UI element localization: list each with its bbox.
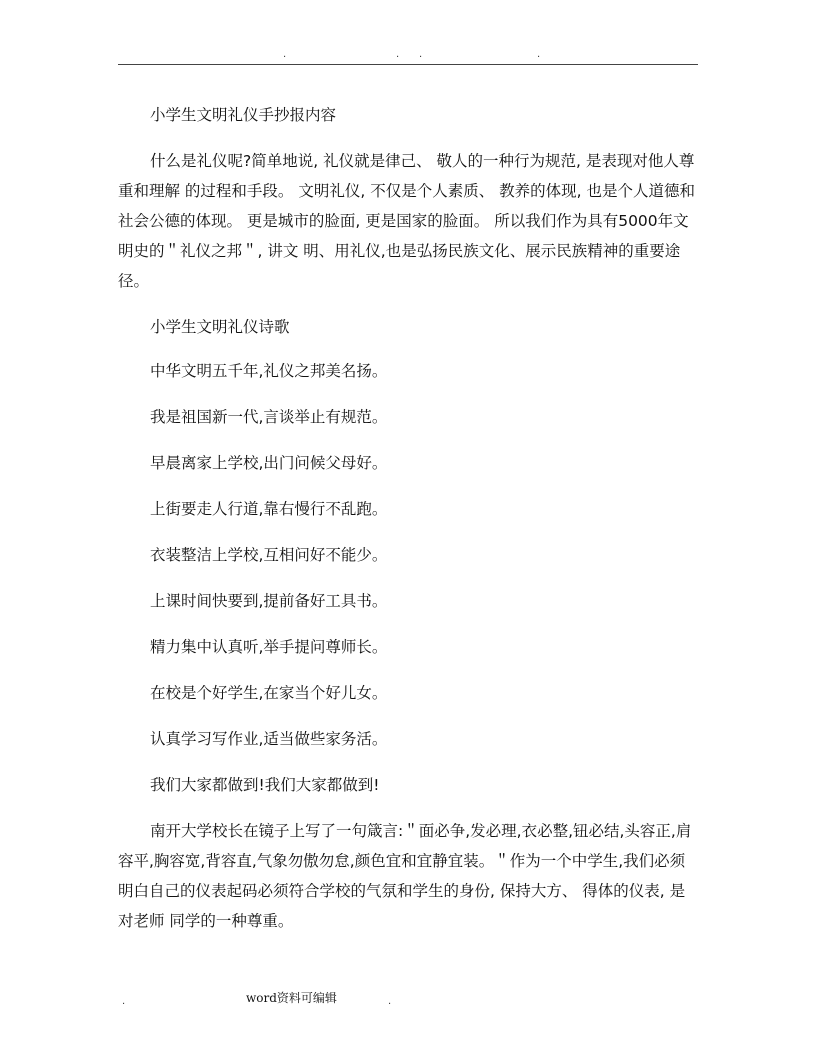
poem-line: 上课时间快要到,提前备好工具书。 — [150, 592, 388, 610]
paragraph-etiquette-definition: 什么是礼仪呢?简单地说, 礼仪就是律己、 敬人的一种行为规范, 是表现对他人尊重和理解 的过程和手段。 文明礼仪, 不仅是个人素质、 教养的体现, 也是个人道德和社会公德的体现。 更是城市的脸面, 更是国家的脸面。 所以我们作为具有5000年文明史的＂礼仪之邦＂, 讲文 明、用礼仪,也是弘扬民族文化、展示民族精神的重要途径。 — [118, 152, 695, 290]
header-dots — [0, 50, 816, 60]
poem-line: 上街要走人行道,靠右慢行不乱跑。 — [150, 500, 388, 518]
header-dot: . — [283, 49, 287, 60]
header-dot: . — [396, 49, 400, 60]
poem — [118, 356, 700, 800]
poem-line: 认真学习写作业,适当做些家务活。 — [150, 730, 388, 748]
poem-line: 早晨离家上学校,出门问候父母好。 — [150, 454, 388, 472]
poem-line: 衣装整洁上学校,互相问好不能少。 — [150, 546, 388, 564]
footer-label: word资料可编辑 — [246, 991, 337, 1005]
section-title: 小学生文明礼仪诗歌 — [150, 318, 290, 336]
section-title: 小学生文明礼仪手抄报内容 — [150, 106, 337, 124]
document-body — [118, 100, 700, 936]
poem-line: 在校是个好学生,在家当个好儿女。 — [150, 684, 388, 702]
footer-dot: . — [388, 996, 392, 1007]
header-rule — [118, 64, 698, 65]
poem-line: 我是祖国新一代,言谈举止有规范。 — [150, 408, 388, 426]
poem-line: 精力集中认真听,举手提问尊师长。 — [150, 638, 388, 656]
poem-line: 中华文明五千年,礼仪之邦美名扬。 — [150, 362, 388, 380]
paragraph-nankai-motto: 南开大学校长在镜子上写了一句箴言:＂面必争,发必理,衣必整,钮必结,头容正,肩 容平,胸容宽,背容直,气象勿傲勿怠,颜色宜和宜静宜装。＂作为一个中学生,我们必须 明白自己的仪表起码必须符合学校的气氛和学生的身份, 保持大方、 得体的仪表, 是对老师 同学的一种尊重。 — [118, 822, 692, 930]
poem-line: 我们大家都做到!我们大家都做到! — [150, 776, 380, 794]
header-dot: . — [537, 49, 541, 60]
header-dot: . — [419, 49, 423, 60]
footer-dot: . — [122, 996, 126, 1007]
